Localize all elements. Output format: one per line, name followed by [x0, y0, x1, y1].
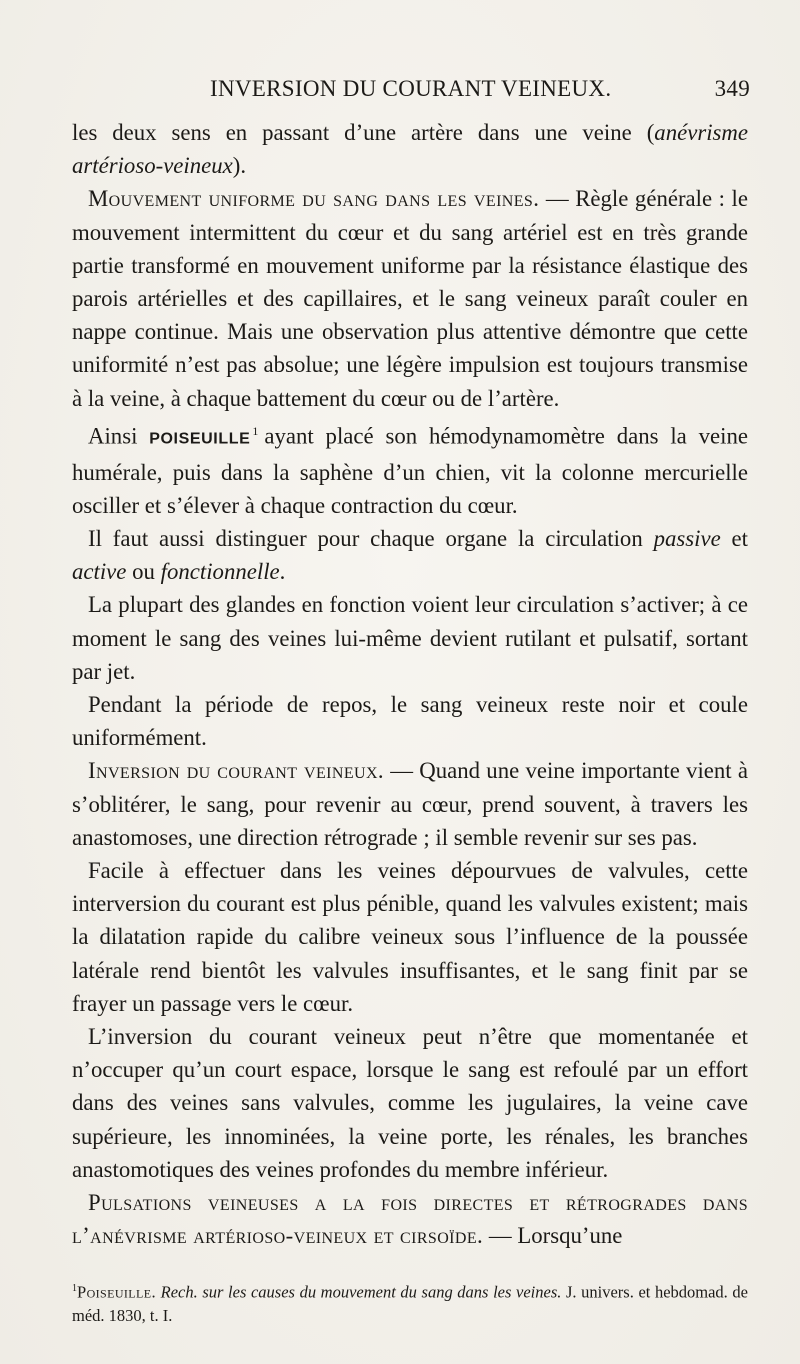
paragraph-valves: Facile à effectuer dans les veines dépourvues de valvules, cette interversion du courant est plus pénible, quand les valvules existent; mais la dilatation rapide du calibre veineux sous l’influence de la poussée latérale rend bientôt les valvules insuffisantes, et le sang finit par se frayer un passage vers le cœur.: [72, 858, 748, 1016]
page-body: [72, 116, 748, 1253]
paragraph-continuation: les deux sens en passant d’une artère dans une veine (anévrisme artérioso-veineux).: [72, 120, 748, 179]
footnote-mark: 1: [72, 1283, 77, 1294]
footnote-source: J. univers. et hebdomad. de méd. 1830, t. I.: [72, 1282, 748, 1325]
term-italic: anévrisme artérioso-veineux: [72, 120, 748, 179]
paragraph-circulation-types: Il faut aussi distinguer pour chaque organe la circulation passive et active ou fonctionnelle.: [72, 526, 748, 585]
footnote-title: Rech. sur les causes du mouvement du sang dans les veines.: [156, 1282, 562, 1302]
section-heading: Pulsations veineuses a la fois directes et rétrogrades dans l’anévrisme artérioso-veineux et cirsoïde.: [72, 1190, 748, 1249]
paragraph-pulsations: Pulsations veineuses a la fois directes et rétrogrades dans l’anévrisme artérioso-veineux et cirsoïde. — Lorsqu’une: [72, 1190, 748, 1249]
paragraph-glands: La plupart des glandes en fonction voient leur circulation s’activer; à ce moment le sang des veines lui-même devient rutilant et pulsatif, sortant par jet.: [72, 592, 748, 684]
footnote: [72, 1277, 748, 1327]
paragraph-inversion: Inversion du courant veineux. — Quand une veine importante vient à s’oblitérer, le sang, pour revenir au cœur, prend souvent, à travers les anastomoses, une direction rétrograde ; il semble revenir sur ses pas.: [72, 758, 748, 850]
footnote-author: Poiseuille.: [77, 1282, 157, 1302]
footnote-reference: 1: [252, 423, 259, 438]
running-title: INVERSION DU COURANT VEINEUX.: [210, 76, 612, 101]
section-heading: Mouvement uniforme du sang dans les veines.: [88, 186, 540, 212]
paragraph-momentary: L’inversion du courant veineux peut n’être que momentanée et n’occuper qu’un court espace, lorsque le sang est refoulé par un effort dans des veines sans valvules, comme les jugulaires, la veine cave supérieure, les innominées, la veine porte, les rénales, les branches anastomotiques des veines profondes du membre inférieur.: [72, 1024, 748, 1182]
paragraph-rest: Pendant la période de repos, le sang veineux reste noir et coule uniformément.: [72, 692, 748, 751]
paragraph-poiseuille: Ainsi POISEUILLE $^1$ ayant placé son hémodynamomètre dans la veine humérale, puis dans la saphène d’un chien, vit la colonne mercurielle osciller et s’élever à chaque contraction du cœur.: [72, 423, 748, 518]
author-name: POISEUILLE: [149, 430, 251, 448]
paragraph-uniform-movement: Mouvement uniforme du sang dans les veines. — Règle générale : le mouvement intermittent du cœur et du sang artériel est en très grande partie transformé en mouvement uniforme par la résistance élastique des parois artérielles et des capillaires, et le sang veineux paraît couler en nappe continue. Mais une observation plus attentive démontre que cette uniformité n’est pas absolue; une légère impulsion est toujours transmise à la veine, à chaque battement du cœur ou de l’artère.: [72, 186, 748, 411]
page-number: 349: [714, 76, 750, 101]
section-heading: Inversion du courant veineux.: [88, 758, 385, 784]
